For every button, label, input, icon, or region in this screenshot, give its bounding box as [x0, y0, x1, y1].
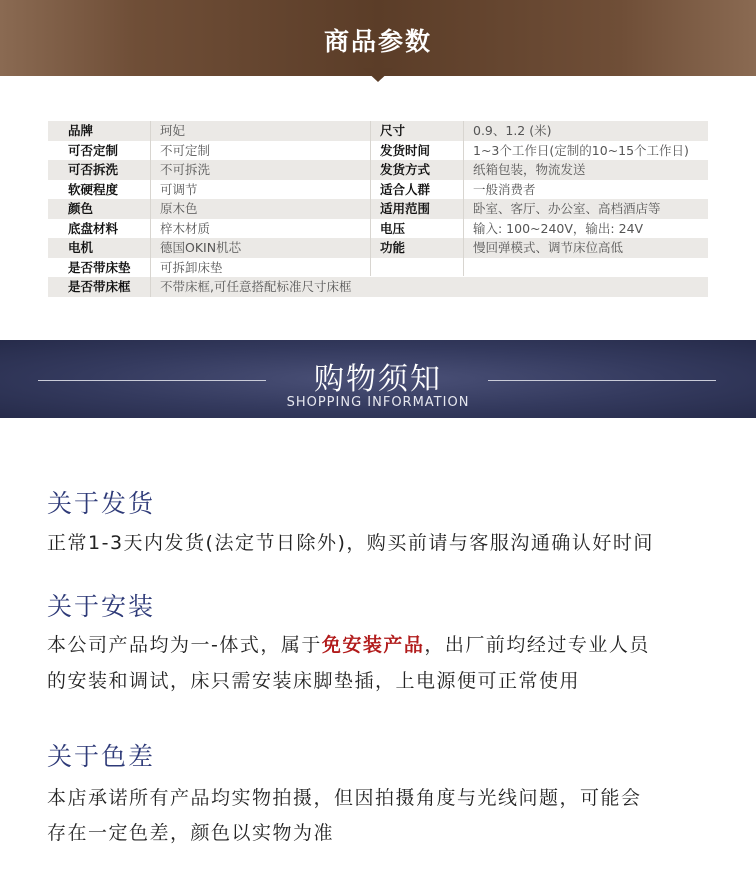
spec-label: 电压: [380, 220, 406, 236]
spec-label: 功能: [380, 240, 406, 255]
installation-text-line2: 的安装和调试，床只需安装床脚垫插，上电源便可正常使用: [47, 670, 581, 692]
spec-label: 品牌: [68, 123, 94, 138]
spec-label: 发货方式: [380, 162, 431, 177]
spec-value: 纸箱包装，物流发送: [473, 162, 586, 177]
spec-label: 软硬程度: [68, 181, 119, 197]
info-banner-subtitle: SHOPPING INFORMATION: [286, 395, 470, 410]
spec-row: [48, 277, 708, 297]
spec-row: [48, 121, 708, 141]
spec-value: 不带床框,可任意搭配标准尺寸床框: [160, 279, 352, 294]
shipping-heading: 关于发货: [47, 489, 156, 518]
table-divider: [150, 121, 151, 297]
spec-value: 梓木材质: [160, 220, 211, 236]
params-banner: [0, 0, 756, 76]
info-banner-title: 购物须知: [314, 362, 442, 397]
spec-row: [48, 180, 708, 200]
color-diff-heading: 关于色差: [47, 742, 156, 771]
spec-value: 输入: 100~240V，输出: 24V: [473, 220, 644, 236]
banner-notch: [363, 68, 393, 82]
spec-value: 可调节: [160, 181, 198, 197]
spec-label: 适用范围: [380, 201, 431, 216]
spec-label: 颜色: [68, 201, 94, 216]
spec-table: [48, 121, 708, 297]
spec-label: 是否带床框: [68, 279, 131, 294]
spec-row: [48, 160, 708, 180]
spec-label: 可否拆洗: [68, 162, 119, 177]
spec-label: 底盘材料: [68, 220, 119, 236]
spec-value: 原木色: [160, 201, 198, 216]
spec-label: 尺寸: [380, 123, 406, 138]
spec-label: 可否定制: [68, 142, 119, 158]
shipping-text: 正常1-3天内发货(法定节日除外)，购买前请与客服沟通确认好时间: [47, 532, 654, 554]
spec-value: 珂妃: [160, 123, 186, 138]
table-divider: [463, 121, 464, 276]
spec-row: [48, 199, 708, 219]
spec-value: 不可拆洗: [160, 162, 211, 177]
table-divider: [370, 121, 371, 276]
spec-row: [48, 141, 708, 161]
spec-label: 发货时间: [380, 142, 431, 158]
spec-value: 卧室、客厅、办公室、高档酒店等: [473, 201, 661, 216]
installation-text: [47, 630, 727, 657]
spec-value: 可拆卸床垫: [160, 259, 223, 275]
spec-value: 德国OKIN机芯: [160, 240, 242, 255]
spec-label: 适合人群: [380, 181, 431, 197]
color-diff-text-line1: 本店承诺所有产品均实物拍摄，但因拍摄角度与光线问题，可能会: [47, 787, 642, 809]
spec-label: 是否带床垫: [68, 259, 131, 275]
installation-highlight: 免安装产品: [321, 634, 425, 656]
spec-row: [48, 238, 708, 258]
installation-heading: 关于安装: [47, 592, 156, 621]
info-banner: [0, 340, 756, 418]
spec-value: 1~3个工作日(定制的10~15个工作日): [473, 142, 689, 158]
spec-value: 不可定制: [160, 142, 211, 158]
spec-value: 慢回弹模式、调节床位高低: [473, 240, 624, 255]
installation-text-start: 本公司产品均为一-体式，属于: [47, 634, 322, 656]
spec-value: 0.9、1.2 (米): [473, 123, 552, 138]
installation-text-end: ，出厂前均经过专业人员: [424, 634, 650, 656]
spec-label: 电机: [68, 240, 94, 255]
params-banner-title: 商品参数: [323, 27, 432, 56]
spec-row: [48, 219, 708, 239]
color-diff-text-line2: 存在一定色差，颜色以实物为准: [47, 822, 335, 844]
spec-value: 一般消费者: [473, 181, 536, 197]
spec-row: [48, 258, 708, 278]
